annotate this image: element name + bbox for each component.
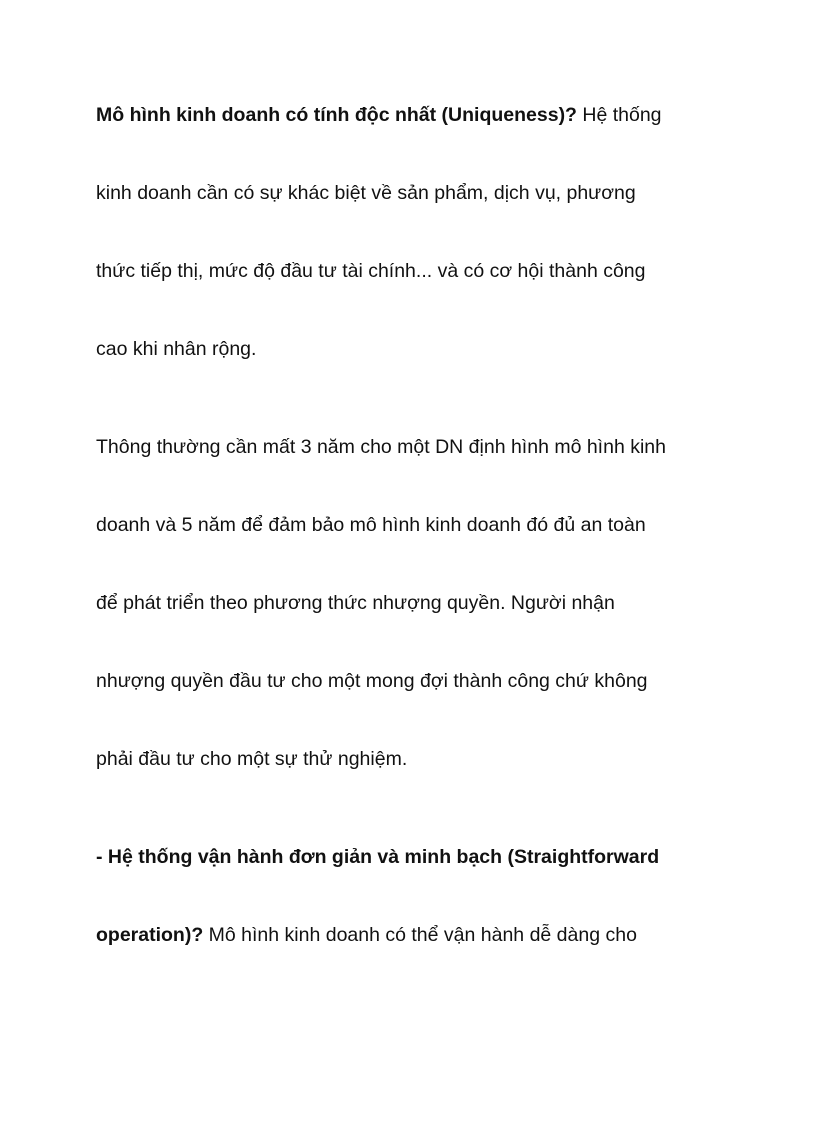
line-text: nhượng quyền đầu tư cho một mong đợi thành công chứ không bbox=[96, 670, 648, 692]
paragraph-2-line-2 bbox=[96, 512, 646, 538]
paragraph-1-line-2 bbox=[96, 180, 636, 206]
line-text: để phát triển theo phương thức nhượng quyền. Người nhận bbox=[96, 592, 615, 614]
line-text: Mô hình kinh doanh có thể vận hành dễ dàng cho bbox=[203, 924, 637, 946]
line-text: cao khi nhân rộng. bbox=[96, 338, 257, 360]
line-text: Hệ thống bbox=[576, 104, 662, 126]
bold-heading-straightforward: - Hệ thống vận hành đơn giản và minh bạch (Straightforward bbox=[96, 846, 660, 868]
bold-heading-operation: operation)? bbox=[96, 924, 204, 946]
paragraph-2-line-3 bbox=[96, 590, 615, 616]
line-text: kinh doanh cần có sự khác biệt về sản phẩm, dịch vụ, phương bbox=[96, 182, 636, 204]
paragraph-1-line-4 bbox=[96, 336, 256, 362]
paragraph-3-line-1 bbox=[96, 844, 659, 870]
line-text: Thông thường cần mất 3 năm cho một DN định hình mô hình kinh bbox=[96, 436, 666, 458]
paragraph-1-line-3 bbox=[96, 258, 646, 284]
paragraph-2-line-1 bbox=[96, 434, 666, 460]
line-text: phải đầu tư cho một sự thử nghiệm. bbox=[96, 748, 408, 770]
paragraph-2-line-5 bbox=[96, 746, 407, 772]
line-text: thức tiếp thị, mức độ đầu tư tài chính... và có cơ hội thành công bbox=[96, 260, 646, 282]
paragraph-2-line-4 bbox=[96, 668, 648, 694]
paragraph-3-line-2 bbox=[96, 922, 637, 948]
paragraph-1-line-1 bbox=[96, 102, 662, 128]
bold-heading-uniqueness: Mô hình kinh doanh có tính độc nhất (Uniqueness)? bbox=[96, 104, 577, 126]
line-text: doanh và 5 năm để đảm bảo mô hình kinh doanh đó đủ an toàn bbox=[96, 514, 646, 536]
